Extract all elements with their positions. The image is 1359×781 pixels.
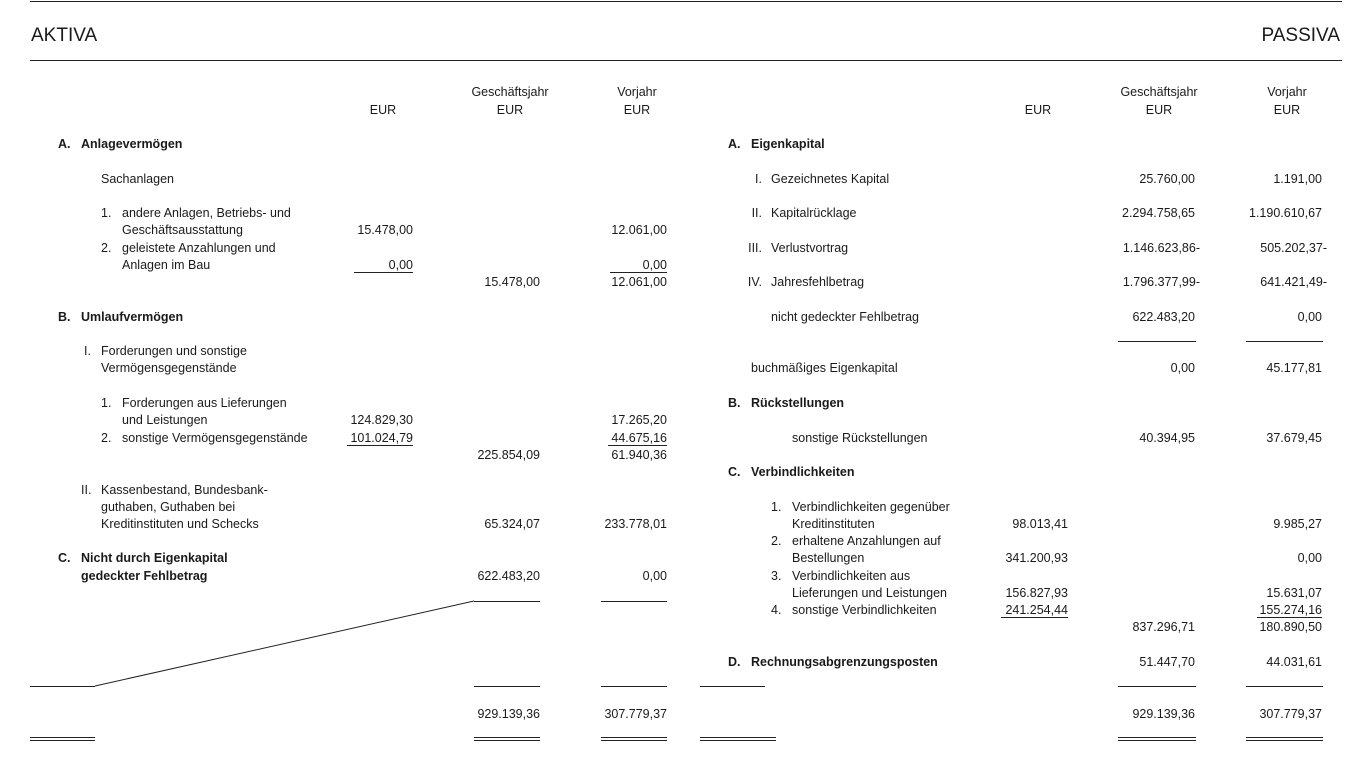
passiva-c4-eur-rule bbox=[1001, 617, 1068, 618]
aktiva-a2-vj: 0,00 bbox=[642, 258, 667, 272]
aktiva-b-label: Umlaufvermögen bbox=[81, 310, 184, 324]
passiva-b-vj: 37.679,45 bbox=[1266, 431, 1322, 445]
passiva-c-letter: C. bbox=[728, 465, 741, 479]
passiva-i-num: I. bbox=[755, 172, 762, 186]
passiva-iii-label: Verlustvortrag bbox=[771, 241, 849, 255]
aktiva-a1-line1: andere Anlagen, Betriebs- und bbox=[122, 206, 291, 220]
passiva-gj-double-rule bbox=[1118, 737, 1196, 741]
col-gj-eur-aktiva: EUR bbox=[496, 103, 524, 117]
passiva-b-gj: 40.394,95 bbox=[1139, 431, 1195, 445]
passiva-ii-gj: 2.294.758,65 bbox=[1122, 206, 1195, 220]
passiva-ngf-label: nicht gedeckter Fehlbetrag bbox=[771, 310, 920, 324]
col-gj-aktiva: Geschäftsjahr bbox=[471, 85, 549, 99]
passiva-c1-vj: 9.985,27 bbox=[1273, 517, 1322, 531]
passiva-ek-gj-rule bbox=[1118, 341, 1196, 342]
aktiva-a2-num: 2. bbox=[101, 241, 112, 255]
passiva-c2-num: 2. bbox=[771, 534, 782, 548]
aktiva-a-vj: 12.061,00 bbox=[611, 275, 667, 289]
aktiva-a-letter: A. bbox=[58, 137, 71, 151]
col-vj-eur-passiva: EUR bbox=[1273, 103, 1301, 117]
passiva-i-vj: 1.191,00 bbox=[1273, 172, 1322, 186]
aktiva-vj-double-rule bbox=[601, 737, 667, 741]
passiva-c3-eur: 156.827,93 bbox=[1005, 586, 1068, 600]
passiva-c-label: Verbindlichkeiten bbox=[751, 465, 855, 479]
aktiva-bi-line2: Vermögensgegenstände bbox=[101, 361, 237, 375]
passiva-c2-eur: 341.200,93 bbox=[1005, 551, 1068, 565]
aktiva-left-double-rule bbox=[30, 737, 95, 741]
aktiva-b1-line2: und Leistungen bbox=[122, 413, 208, 427]
aktiva-bi-vj: 61.940,36 bbox=[611, 448, 667, 462]
col-vj-eur-aktiva: EUR bbox=[623, 103, 651, 117]
passiva-b-item: sonstige Rückstellungen bbox=[792, 431, 928, 445]
passiva-d-gj: 51.447,70 bbox=[1139, 655, 1195, 669]
passiva-c3-line1: Verbindlichkeiten aus bbox=[792, 569, 911, 583]
passiva-c3-num: 3. bbox=[771, 569, 782, 583]
passiva-d-letter: D. bbox=[728, 655, 741, 669]
passiva-d-vj: 44.031,61 bbox=[1266, 655, 1322, 669]
aktiva-bi-line1: Forderungen und sonstige bbox=[101, 344, 247, 358]
col-eur-passiva: EUR bbox=[1024, 103, 1052, 117]
passiva-bek-vj: 45.177,81 bbox=[1266, 361, 1322, 375]
passiva-heading: PASSIVA bbox=[1261, 25, 1340, 46]
passiva-c1-num: 1. bbox=[771, 500, 782, 514]
aktiva-b-letter: B. bbox=[58, 310, 71, 324]
passiva-ii-label: Kapitalrücklage bbox=[771, 206, 857, 220]
passiva-c3-vj: 15.631,07 bbox=[1266, 586, 1322, 600]
passiva-d-label: Rechnungsabgrenzungsposten bbox=[751, 655, 938, 669]
aktiva-bii-line2: guthaben, Guthaben bei bbox=[101, 500, 236, 514]
aktiva-sachanlagen: Sachanlagen bbox=[101, 172, 174, 186]
passiva-c2-line2: Bestellungen bbox=[792, 551, 865, 565]
passiva-iv-label: Jahresfehlbetrag bbox=[771, 275, 865, 289]
passiva-c4-eur: 241.254,44 bbox=[1005, 603, 1068, 617]
passiva-b-label: Rückstellungen bbox=[751, 396, 845, 410]
passiva-gj-total-rule bbox=[1118, 686, 1196, 687]
col-vj-passiva: Vorjahr bbox=[1267, 85, 1307, 99]
col-gj-eur-passiva: EUR bbox=[1145, 103, 1173, 117]
aktiva-bii-num: II. bbox=[81, 483, 92, 497]
passiva-vj-total-rule bbox=[1246, 686, 1323, 687]
aktiva-b1-line1: Forderungen aus Lieferungen bbox=[122, 396, 287, 410]
passiva-iv-vj: 641.421,49- bbox=[1260, 275, 1327, 289]
aktiva-heading: AKTIVA bbox=[31, 25, 98, 46]
passiva-c-gj: 837.296,71 bbox=[1132, 620, 1195, 634]
aktiva-c-gj: 622.483,20 bbox=[477, 569, 540, 583]
aktiva-b2-eur: 101.024,79 bbox=[350, 431, 413, 445]
passiva-total-gj: 929.139,36 bbox=[1132, 707, 1195, 721]
aktiva-bi-gj: 225.854,09 bbox=[477, 448, 540, 462]
aktiva-a-label: Anlagevermögen bbox=[81, 137, 183, 151]
aktiva-a1-vj: 12.061,00 bbox=[611, 223, 667, 237]
passiva-left-double-rule bbox=[700, 737, 776, 741]
passiva-iii-vj: 505.202,37- bbox=[1260, 241, 1327, 255]
aktiva-a1-eur: 15.478,00 bbox=[357, 223, 413, 237]
passiva-left-total-rule bbox=[700, 686, 765, 687]
aktiva-a2-line2: Anlagen im Bau bbox=[122, 258, 211, 272]
aktiva-b1-num: 1. bbox=[101, 396, 112, 410]
aktiva-b1-eur: 124.829,30 bbox=[350, 413, 413, 427]
passiva-iv-num: IV. bbox=[747, 275, 762, 289]
col-vj-aktiva: Vorjahr bbox=[617, 85, 657, 99]
col-eur-aktiva: EUR bbox=[369, 103, 397, 117]
aktiva-a-gj: 15.478,00 bbox=[484, 275, 540, 289]
aktiva-b2-num: 2. bbox=[101, 431, 112, 445]
passiva-ngf-gj: 622.483,20 bbox=[1132, 310, 1195, 324]
aktiva-gj-total-rule bbox=[474, 686, 540, 687]
passiva-a-label: Eigenkapital bbox=[751, 137, 825, 151]
col-gj-passiva: Geschäftsjahr bbox=[1120, 85, 1198, 99]
aktiva-c-vj: 0,00 bbox=[642, 569, 667, 583]
aktiva-bi-num: I. bbox=[84, 344, 91, 358]
passiva-c1-line2: Kreditinstituten bbox=[792, 517, 875, 531]
passiva-a-letter: A. bbox=[728, 137, 741, 151]
aktiva-b1-vj: 17.265,20 bbox=[611, 413, 667, 427]
passiva-c1-eur: 98.013,41 bbox=[1012, 517, 1068, 531]
passiva-c4-vj: 155.274,16 bbox=[1259, 603, 1322, 617]
aktiva-c-letter: C. bbox=[58, 551, 71, 565]
passiva-vj-double-rule bbox=[1246, 737, 1323, 741]
aktiva-bii-line3: Kreditinstituten und Schecks bbox=[101, 517, 259, 531]
passiva-c4-label: sonstige Verbindlichkeiten bbox=[792, 603, 937, 617]
passiva-c4-vj-rule bbox=[1257, 617, 1322, 618]
passiva-bek-label: buchmäßiges Eigenkapital bbox=[751, 361, 898, 375]
passiva-b-letter: B. bbox=[728, 396, 741, 410]
aktiva-gj-double-rule bbox=[474, 737, 540, 741]
passiva-total-vj: 307.779,37 bbox=[1259, 707, 1322, 721]
passiva-ii-vj: 1.190.610,67 bbox=[1249, 206, 1322, 220]
passiva-iii-gj: 1.146.623,86- bbox=[1122, 241, 1200, 255]
passiva-i-gj: 25.760,00 bbox=[1139, 172, 1195, 186]
aktiva-bii-gj: 65.324,07 bbox=[484, 517, 540, 531]
passiva-c1-line1: Verbindlichkeiten gegenüber bbox=[792, 500, 950, 514]
aktiva-bii-vj: 233.778,01 bbox=[604, 517, 667, 531]
aktiva-b2-vj: 44.675,16 bbox=[611, 431, 667, 445]
aktiva-a2-eur: 0,00 bbox=[388, 258, 413, 272]
aktiva-a1-num: 1. bbox=[101, 206, 112, 220]
aktiva-total-gj: 929.139,36 bbox=[477, 707, 540, 721]
aktiva-vj-total-rule bbox=[601, 686, 667, 687]
aktiva-total-vj: 307.779,37 bbox=[604, 707, 667, 721]
passiva-c-vj: 180.890,50 bbox=[1259, 620, 1322, 634]
passiva-ii-num: II. bbox=[751, 206, 762, 220]
aktiva-a1-line2: Geschäftsausstattung bbox=[122, 223, 243, 237]
passiva-iii-num: III. bbox=[748, 241, 762, 255]
aktiva-b2-line1: sonstige Vermögensgegenstände bbox=[122, 431, 308, 445]
aktiva-c-line2: gedeckter Fehlbetrag bbox=[81, 569, 208, 583]
passiva-c2-line1: erhaltene Anzahlungen auf bbox=[792, 534, 941, 548]
passiva-bek-gj: 0,00 bbox=[1170, 361, 1195, 375]
passiva-iv-gj: 1.796.377,99- bbox=[1122, 275, 1200, 289]
aktiva-a2-line1: geleistete Anzahlungen und bbox=[122, 241, 276, 255]
passiva-c3-line2: Lieferungen und Leistungen bbox=[792, 586, 947, 600]
aktiva-bii-line1: Kassenbestand, Bundesbank- bbox=[101, 483, 268, 497]
aktiva-left-total-rule bbox=[30, 686, 95, 687]
passiva-i-label: Gezeichnetes Kapital bbox=[771, 172, 890, 186]
passiva-c2-vj: 0,00 bbox=[1297, 551, 1322, 565]
passiva-ek-vj-rule bbox=[1246, 341, 1323, 342]
aktiva-c-line1: Nicht durch Eigenkapital bbox=[81, 551, 228, 565]
passiva-c4-num: 4. bbox=[771, 603, 782, 617]
passiva-ngf-vj: 0,00 bbox=[1297, 310, 1322, 324]
